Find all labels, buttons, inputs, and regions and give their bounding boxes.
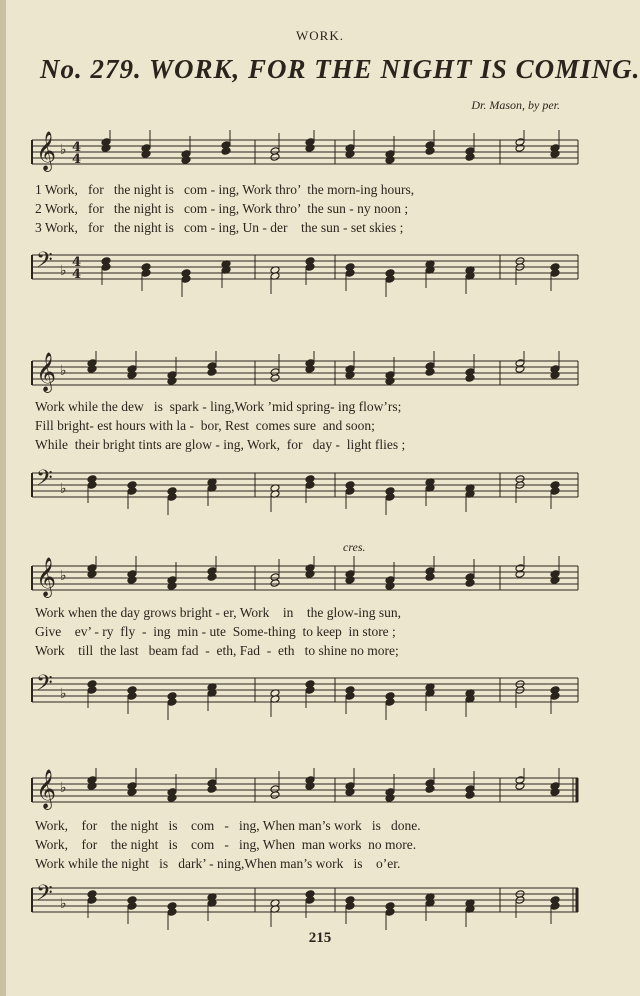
svg-text:𝄢: 𝄢: [36, 248, 53, 278]
svg-text:𝄢: 𝄢: [36, 881, 53, 911]
dynamic-marking: cres.: [343, 540, 366, 554]
svg-text:♭: ♭: [60, 896, 67, 912]
lyric-line: 2 Work, for the night is com - ing, Work thro’ the sun - ny noon ;: [35, 201, 409, 216]
bass-staff: [30, 668, 585, 728]
lyric-line: 1 Work, for the night is com - ing, Work thro’ the morn-ing hours,: [35, 182, 415, 197]
svg-text:𝄞: 𝄞: [36, 352, 57, 392]
lyric-line: Work, for the night is com - ing, When man’s work is done.: [35, 818, 421, 833]
bass-staff: [30, 463, 585, 523]
lyric-line: Work while the night is dark’ - ning,When man’s work is o’er.: [35, 856, 401, 871]
composer-credit: Dr. Mason, by per.: [471, 98, 560, 112]
lyrics-block-3: [35, 603, 555, 660]
svg-text:4: 4: [72, 255, 82, 270]
lyric-line: Work, for the night is com - ing, When man works no more.: [35, 837, 417, 852]
svg-text:𝄞: 𝄞: [36, 769, 57, 809]
page-number: 215: [308, 930, 332, 946]
svg-text:𝄢: 𝄢: [36, 671, 53, 701]
bass-staff: [30, 878, 585, 938]
svg-text:♭: ♭: [60, 568, 67, 584]
svg-text:♭: ♭: [60, 263, 67, 279]
svg-text:♭: ♭: [60, 142, 67, 158]
lyric-line: Work when the day grows bright - er, Work in the glow-ing sun,: [35, 605, 401, 620]
svg-text:𝄞: 𝄞: [36, 131, 57, 171]
svg-text:♭: ♭: [60, 363, 67, 379]
lyric-line: 3 Work, for the night is com - ing, Un - der the sun - set skies ;: [35, 220, 404, 235]
lyrics-block-1: [35, 180, 555, 237]
svg-text:4: 4: [72, 140, 82, 155]
lyric-line: Work till the last beam fad - eth, Fad - eth to shine no more;: [35, 643, 399, 658]
page-edge: [0, 0, 6, 996]
lyric-line: Fill bright- est hours with la - bor, Rest comes sure and soon;: [35, 418, 375, 433]
lyrics-block-2: [35, 397, 555, 454]
bass-staff: [30, 245, 585, 305]
hymn-title: No. 279. WORK, FOR THE NIGHT IS COMING.: [40, 54, 640, 84]
lyric-line: While their bright tints are glow - ing, Work, for day - light flies ;: [35, 437, 406, 452]
lyric-line: Work while the dew is spark - ling,Work ’mid spring- ing flow’rs;: [35, 399, 402, 414]
lyrics-block-4: [35, 816, 555, 873]
running-head: WORK.: [296, 28, 344, 43]
svg-text:𝄞: 𝄞: [36, 557, 57, 597]
svg-text:𝄢: 𝄢: [36, 466, 53, 496]
svg-text:4: 4: [72, 267, 82, 282]
svg-text:♭: ♭: [60, 686, 67, 702]
lyric-line: Give ev’ - ry fly - ing min - ute Some-thing to keep in store ;: [35, 624, 396, 639]
svg-text:♭: ♭: [60, 780, 67, 796]
svg-text:♭: ♭: [60, 481, 67, 497]
svg-text:4: 4: [72, 152, 82, 167]
